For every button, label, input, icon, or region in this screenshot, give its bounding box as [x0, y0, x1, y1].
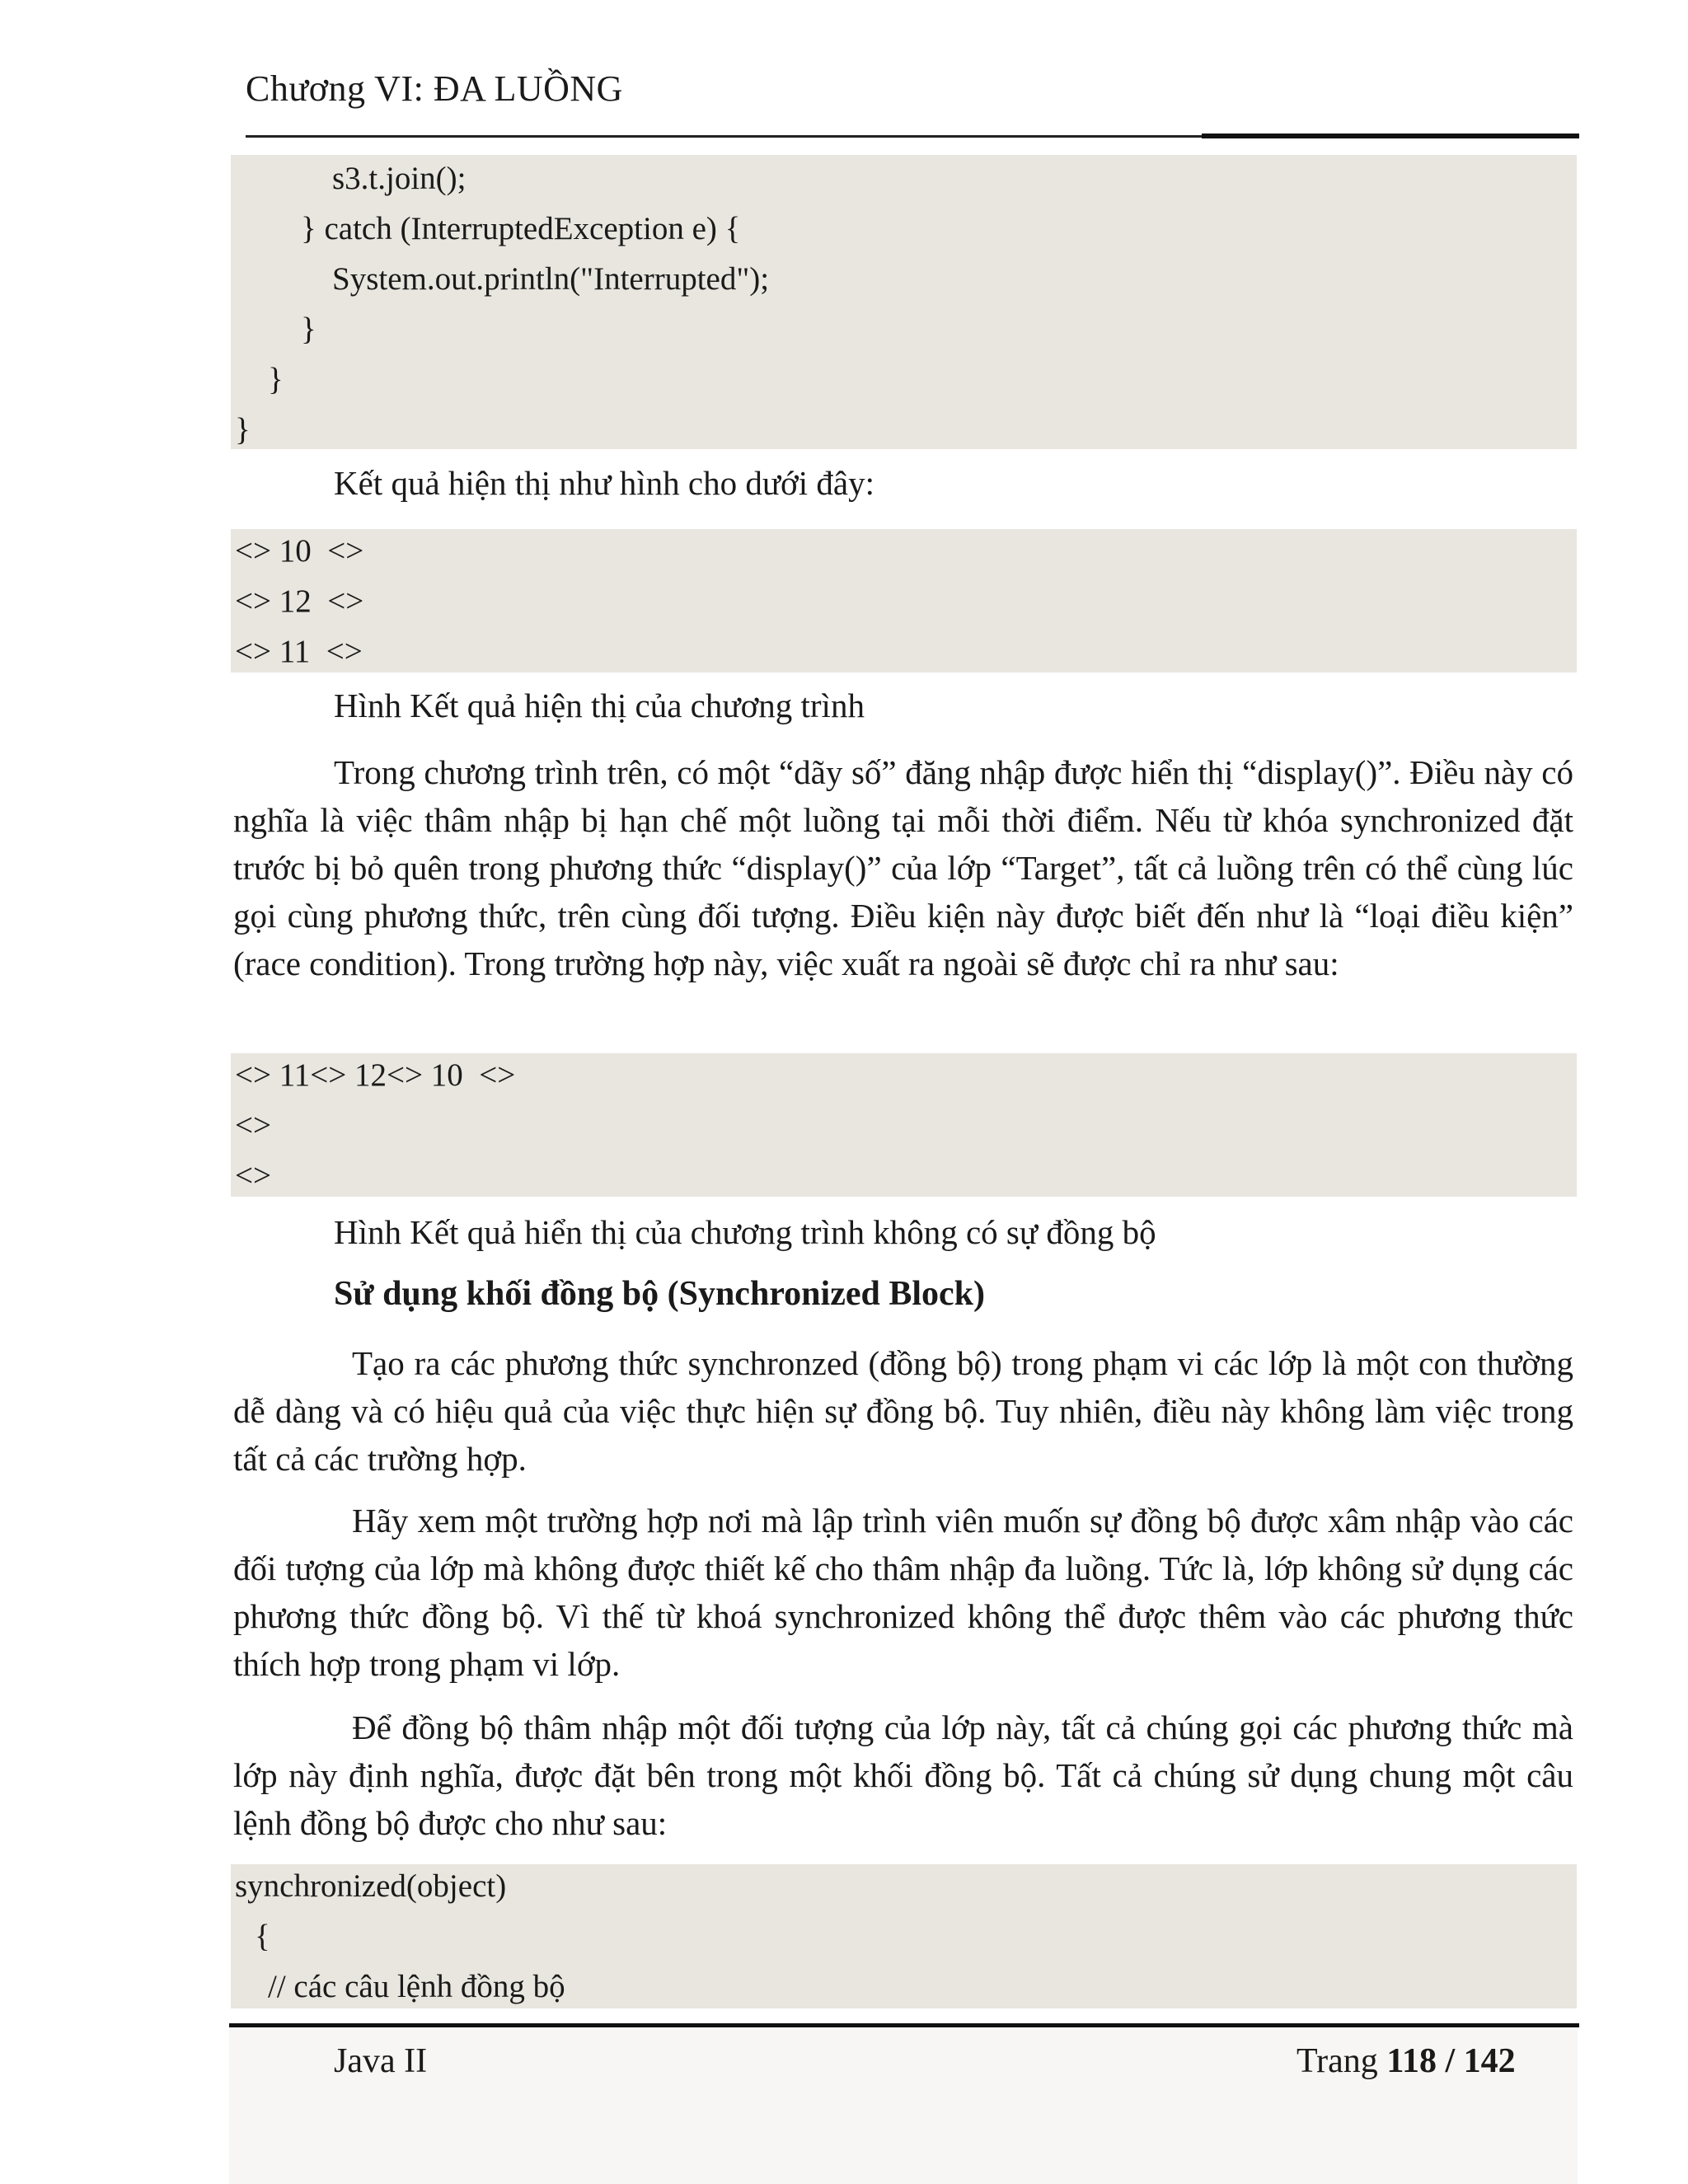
- output-line: <> 11<> 12<> 10 <>: [235, 1057, 516, 1093]
- result-intro: Kết quả hiện thị như hình cho dưới đây:: [334, 464, 874, 502]
- paragraph-1: Tạo ra các phương thức synchronzed (đồng bộ) trong phạm vi các lớp là một con thường dễ dàng và có hiệu quả của việc thực hiện sự đồng bộ. Tuy nhiên, điều này không làm việc trong tất cả các trường hợp.: [233, 1344, 1573, 1478]
- code-line: // các câu lệnh đồng bộ: [268, 1969, 565, 2004]
- footer-rule: [229, 2023, 1579, 2027]
- paragraph-race-condition: Trong chương trình trên, có một “dãy số” đăng nhập được hiển thị “display()”. Điều này có nghĩa là việc thâm nhập bị hạn chế một luồng tại mỗi thời điểm. Nếu từ khóa synchronized đặt trước bị bỏ quên trong phương thức “display()” của lớp “Target”, tất cả luồng trên có thể cùng lúc gọi cùng phương thức, trên cùng đối tượng. Điều kiện này được biết đến như là “loại điều kiện” (race condition). Trong trường hợp này, việc xuất ra ngoài sẽ được chỉ ra như sau:: [233, 753, 1573, 982]
- chapter-title: Chương VI: ĐA LUỒNG: [246, 68, 623, 109]
- header-rule: [246, 135, 1202, 138]
- paragraph-2: Hãy xem một trường hợp nơi mà lập trình viên muốn sự đồng bộ được xâm nhập vào các đối tượng của lớp mà không được thiết kế cho thâm nhập đa luồng. Tức là, lớp không sử dụng các phương thức đồng bộ. Vì thế từ khoá synchronized không thể được thêm vào các phương thức thích hợp trong phạm vi lớp.: [233, 1502, 1573, 1683]
- code-block-top: [235, 153, 1570, 455]
- header-rule-bold: [1202, 134, 1579, 138]
- code-line: }: [301, 312, 316, 347]
- output-line: <> 10 <>: [235, 533, 364, 569]
- page-total: 142: [1463, 2042, 1516, 2080]
- page-label: Trang: [1296, 2042, 1387, 2080]
- code-line: System.out.println("Interrupted");: [332, 261, 770, 297]
- section-heading: Sử dụng khối đồng bộ (Synchronized Block): [334, 1275, 986, 1313]
- footer-page-number: [1296, 2041, 1516, 2081]
- output-line: <> 12 <>: [235, 583, 364, 619]
- code-line: }: [268, 362, 284, 397]
- page-separator: /: [1437, 2042, 1464, 2080]
- code-line: s3.t.join();: [332, 161, 467, 196]
- output-line: <>: [235, 1158, 271, 1193]
- code-block-bottom: [235, 1861, 1570, 2012]
- figure-caption-unsync: Hình Kết quả hiển thị của chương trình không có sự đồng bộ: [334, 1213, 1156, 1251]
- output-line: <>: [235, 1108, 271, 1143]
- code-line: } catch (InterruptedException e) {: [301, 211, 741, 246]
- paragraph-3: Để đồng bộ thâm nhập một đối tượng của lớp này, tất cả chúng gọi các phương thức mà lớp này định nghĩa, được đặt bên trong một khối đồng bộ. Tất cả chúng sử dụng chung một câu lệnh đồng bộ được cho như sau:: [233, 1708, 1573, 1842]
- figure-caption-sync: Hình Kết quả hiện thị của chương trình: [334, 687, 865, 724]
- code-line: {: [255, 1919, 270, 1954]
- page-current: 118: [1386, 2042, 1437, 2080]
- output-line: <> 11 <>: [235, 634, 363, 669]
- output-unsync: [235, 1050, 1570, 1201]
- code-line: synchronized(object): [235, 1868, 507, 1904]
- footer-course-name: Java II: [334, 2042, 428, 2080]
- output-sync: [235, 526, 1570, 677]
- code-line: }: [235, 412, 251, 448]
